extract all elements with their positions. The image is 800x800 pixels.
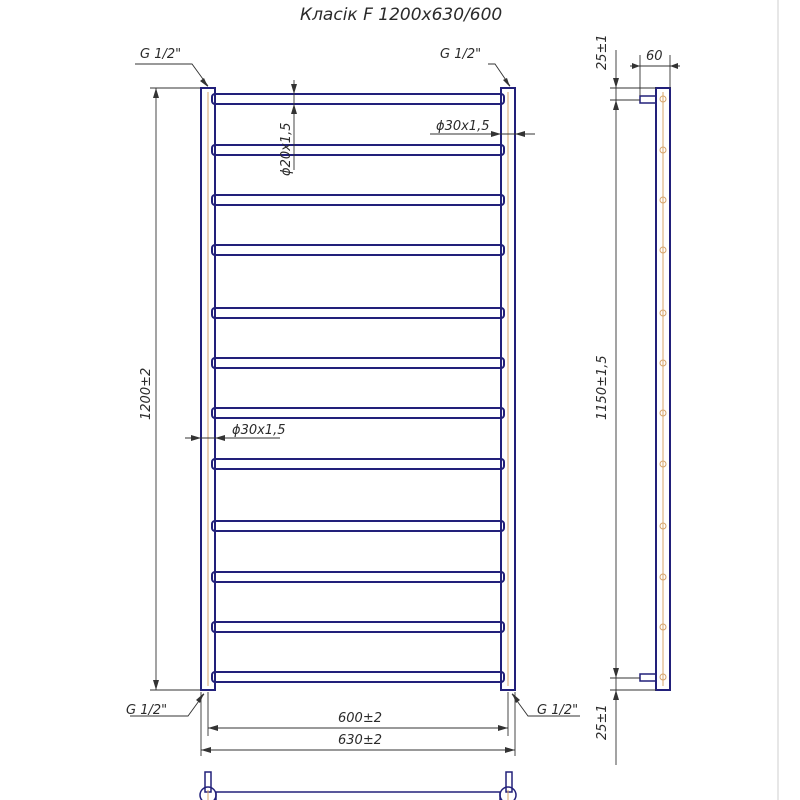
pipe-diameter-top-callout xyxy=(430,119,535,137)
width-dimensions xyxy=(201,692,515,756)
bottom-right-connection-label: G 1/2" xyxy=(537,703,579,718)
height-arrow-top xyxy=(153,88,159,98)
towel-rail xyxy=(212,358,504,368)
outer-width-arrow-right xyxy=(505,747,515,753)
pipe-diameter-mid-arrow-left xyxy=(191,435,201,441)
bottom-offset-label: 25±1 xyxy=(595,704,610,740)
towel-rail xyxy=(212,622,504,632)
top-left-connection-label: G 1/2" xyxy=(140,47,182,62)
center-distance-arrow-bottom xyxy=(613,668,619,678)
towel-rail xyxy=(212,672,504,682)
top-left-connection-leader xyxy=(135,64,208,86)
side-view-bottom-bracket xyxy=(640,674,656,681)
depth-arrow-right xyxy=(670,63,678,69)
top-right-connection-arrow xyxy=(503,78,510,87)
inner-width-arrow-left xyxy=(208,725,218,731)
towel-rail xyxy=(212,459,504,469)
towel-rail xyxy=(212,195,504,205)
outer-width-label: 630±2 xyxy=(338,733,382,748)
drawing-title: Класік F 1200х630/600 xyxy=(300,5,503,25)
pipe-diameter-top-label: ϕ30х1,5 xyxy=(436,119,490,134)
pipe-diameter-top-arrow-left xyxy=(491,131,501,137)
rail-diameter-arrow-top xyxy=(291,84,297,94)
rail-diameter-label: ϕ20х1,5 xyxy=(279,122,294,176)
towel-rail xyxy=(212,94,504,104)
side-dimensions xyxy=(595,34,680,765)
bottom-right-connection-arrow xyxy=(512,693,520,703)
side-view xyxy=(640,88,670,690)
top-offset-arrow xyxy=(613,78,619,88)
depth-label: 60 xyxy=(646,49,663,64)
connection-callouts xyxy=(126,47,580,718)
pipe-diameter-mid-label: ϕ30х1,5 xyxy=(232,423,286,438)
bottom-left-connection-label: G 1/2" xyxy=(126,703,168,718)
bottom-view-rail xyxy=(216,792,500,800)
top-offset-label: 25±1 xyxy=(595,34,610,70)
top-right-connection-label: G 1/2" xyxy=(440,47,482,62)
pipe-diameter-top-arrow-right xyxy=(515,131,525,137)
front-view xyxy=(201,88,515,690)
height-dimension xyxy=(139,88,200,690)
inner-width-arrow-right xyxy=(498,725,508,731)
height-dimension-label: 1200±2 xyxy=(139,367,154,420)
rails-group xyxy=(212,94,504,682)
towel-rail xyxy=(212,408,504,418)
bottom-left-connection-arrow xyxy=(196,693,204,703)
towel-rail xyxy=(212,145,504,155)
bottom-view-left-stub xyxy=(205,772,211,792)
center-distance-arrow-top xyxy=(613,100,619,110)
towel-rail xyxy=(212,308,504,318)
bottom-view xyxy=(200,772,516,800)
top-left-connection-arrow xyxy=(200,78,208,87)
bottom-view-right-stub xyxy=(506,772,512,792)
inner-width-label: 600±2 xyxy=(338,711,382,726)
outer-width-arrow-left xyxy=(201,747,211,753)
towel-rail xyxy=(212,572,504,582)
side-view-top-bracket xyxy=(640,96,656,103)
towel-rail xyxy=(212,245,504,255)
height-arrow-bottom xyxy=(153,680,159,690)
depth-arrow-left xyxy=(632,63,640,69)
rail-diameter-arrow-bottom xyxy=(291,104,297,114)
center-distance-label: 1150±1,5 xyxy=(595,355,610,420)
pipe-diameter-mid-arrow-right xyxy=(215,435,225,441)
bottom-offset-arrow xyxy=(613,690,619,700)
towel-rail xyxy=(212,521,504,531)
